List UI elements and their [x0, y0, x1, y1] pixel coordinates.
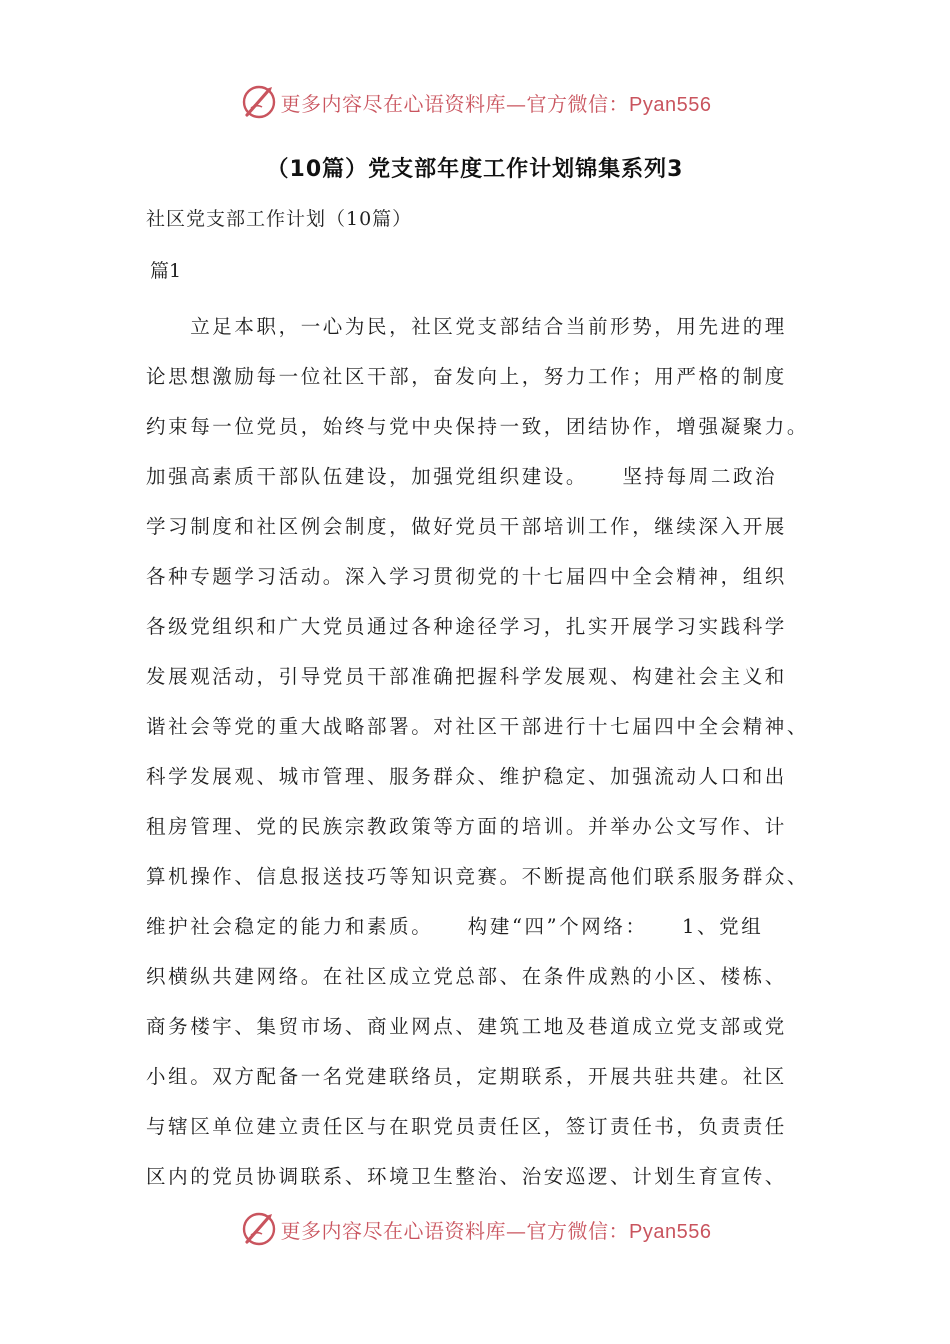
body-line: 小组。双方配备一名党建联络员，定期联系，开展共驻共建。社区 [146, 1065, 787, 1088]
document-subtitle: 社区党支部工作计划（10篇） [146, 208, 413, 230]
body-line: 论思想激励每一位社区干部，奋发向上，努力工作；用严格的制度 [146, 365, 787, 388]
header-watermark [0, 80, 950, 124]
body-line: 维护社会稳定的能力和素质。 构建“四”个网络： 1、党组 [146, 915, 764, 938]
body-line: 学习制度和社区例会制度，做好党员干部培训工作，继续深入开展 [146, 515, 787, 538]
body-line: 区内的党员协调联系、环境卫生整治、治安巡逻、计划生育宣传、 [146, 1165, 787, 1188]
body-line: 发展观活动，引导党员干部准确把握科学发展观、构建社会主义和 [146, 665, 787, 688]
body-line: 谐社会等党的重大战略部署。对社区干部进行十七届四中全会精神、 [146, 715, 810, 738]
document-title: （10篇）党支部年度工作计划锦集系列3 [266, 157, 684, 182]
body-line: 商务楼宇、集贸市场、商业网点、建筑工地及巷道成立党支部或党 [146, 1015, 787, 1038]
footer-watermark [0, 1207, 950, 1251]
body-line: 与辖区单位建立责任区与在职党员责任区，签订责任书，负责责任 [146, 1115, 787, 1138]
body-line: 各种专题学习活动。深入学习贯彻党的十七届四中全会精神，组织 [146, 565, 787, 588]
pen-logo-icon [239, 1209, 279, 1249]
watermark-label: 更多内容尽在心语资料库—官方微信： [280, 91, 630, 116]
body-line: 科学发展观、城市管理、服务群众、维护稳定、加强流动人口和出 [146, 765, 787, 788]
body-line: 约束每一位党员，始终与党中央保持一致，团结协作，增强凝聚力。 [146, 415, 810, 438]
pen-logo-icon [239, 82, 279, 122]
watermark-label: 更多内容尽在心语资料库—官方微信： [280, 1218, 630, 1243]
wechat-id: Pyan556 [629, 93, 712, 116]
body-line: 租房管理、党的民族宗教政策等方面的培训。并举办公文写作、计 [146, 815, 787, 838]
body-line: 加强高素质干部队伍建设，加强党组织建设。 坚持每周二政治 [146, 465, 778, 488]
body-line: 算机操作、信息报送技巧等知识竞赛。不断提高他们联系服务群众、 [146, 865, 810, 888]
body-line: 织横纵共建网络。在社区成立党总部、在条件成熟的小区、楼栋、 [146, 965, 787, 988]
watermark-text [281, 88, 712, 117]
body-line: 立足本职，一心为民，社区党支部结合当前形势，用先进的理 [146, 315, 787, 338]
body-line: 各级党组织和广大党员通过各种途径学习，扎实开展学习实践科学 [146, 615, 787, 638]
wechat-id: Pyan556 [629, 1220, 712, 1243]
section-label: 篇1 [150, 260, 182, 282]
body-text [146, 302, 836, 1202]
watermark-text [281, 1215, 712, 1244]
